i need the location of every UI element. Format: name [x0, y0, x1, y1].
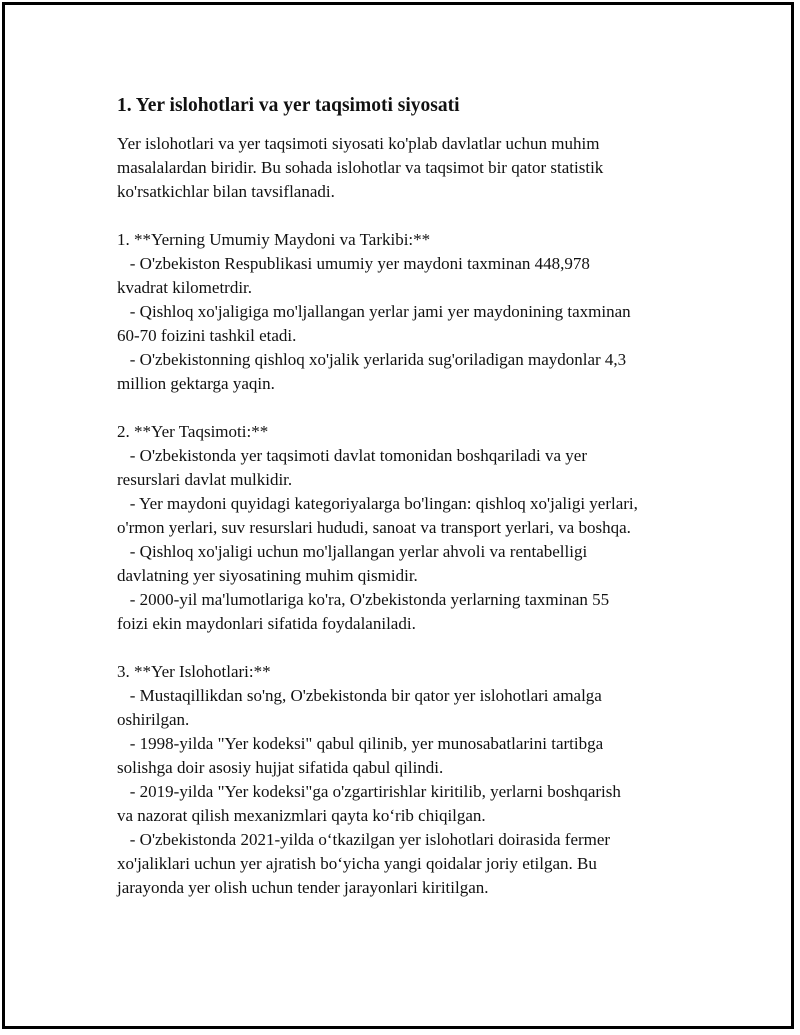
list-item: - O'zbekistonda 2021-yilda o‘tkazilgan yer islohotlari doirasida fermer xo'jaliklari uchun yer ajratish bo‘yicha yangi qoidalar joriy etilgan. Bu jarayonda yer olish uchun tender jarayonlari kiritilgan.	[117, 830, 611, 897]
document-title: 1. Yer islohotlari va yer taqsimoti siyosati	[117, 95, 460, 116]
list-item: - 1998-yilda "Yer kodeksi" qabul qilinib, yer munosabatlarini tartibga solishga doir asosiy hujjat sifatida qabul qilindi.	[117, 734, 604, 777]
intro-paragraph: Yer islohotlari va yer taqsimoti siyosati ko'plab davlatlar uchun muhim masalalardan biridir. Bu sohada islohotlar va taqsimot bir qator statistik ko'rsatkichlar bilan tavsiflanadi.	[117, 134, 604, 201]
list-item: - 2000-yil ma'lumotlariga ko'ra, O'zbekistonda yerlarning taxminan 55 foizi ekin maydonlari sifatida foydalaniladi.	[117, 590, 610, 633]
section-land-distribution	[117, 420, 707, 636]
section-heading: 3. **Yer Islohotlari:**	[117, 662, 271, 681]
document-body	[117, 92, 707, 900]
section-heading: 1. **Yerning Umumiy Maydoni va Tarkibi:**	[117, 230, 431, 249]
list-item: - 2019-yilda "Yer kodeksi"ga o'zgartirishlar kiritilib, yerlarni boshqarish va nazorat qilish mexanizmlari qayta ko‘rib chiqilgan.	[117, 782, 621, 825]
list-item: - Qishloq xo'jaligiga mo'ljallangan yerlar jami yer maydonining taxminan 60-70 foizini tashkil etadi.	[117, 302, 631, 345]
section-land-area	[117, 228, 707, 396]
list-item: - Qishloq xo'jaligi uchun mo'ljallangan yerlar ahvoli va rentabelligi davlatning yer siyosatining muhim qismidir.	[117, 542, 588, 585]
list-item: - Yer maydoni quyidagi kategoriyalarga bo'lingan: qishloq xo'jaligi yerlari, o'rmon yerlari, suv resurslari hududi, sanoat va transport yerlari, va boshqa.	[117, 494, 638, 537]
list-item: - O'zbekistonda yer taqsimoti davlat tomonidan boshqariladi va yer resurslari davlat mulkidir.	[117, 446, 587, 489]
list-item: - O'zbekistonning qishloq xo'jalik yerlarida sug'oriladigan maydonlar 4,3 million gektarga yaqin.	[117, 350, 627, 393]
section-land-reforms	[117, 660, 707, 900]
list-item: - Mustaqillikdan so'ng, O'zbekistonda bir qator yer islohotlari amalga oshirilgan.	[117, 686, 602, 729]
section-heading: 2. **Yer Taqsimoti:**	[117, 422, 269, 441]
list-item: - O'zbekiston Respublikasi umumiy yer maydoni taxminan 448,978 kvadrat kilometrdir.	[117, 254, 590, 297]
